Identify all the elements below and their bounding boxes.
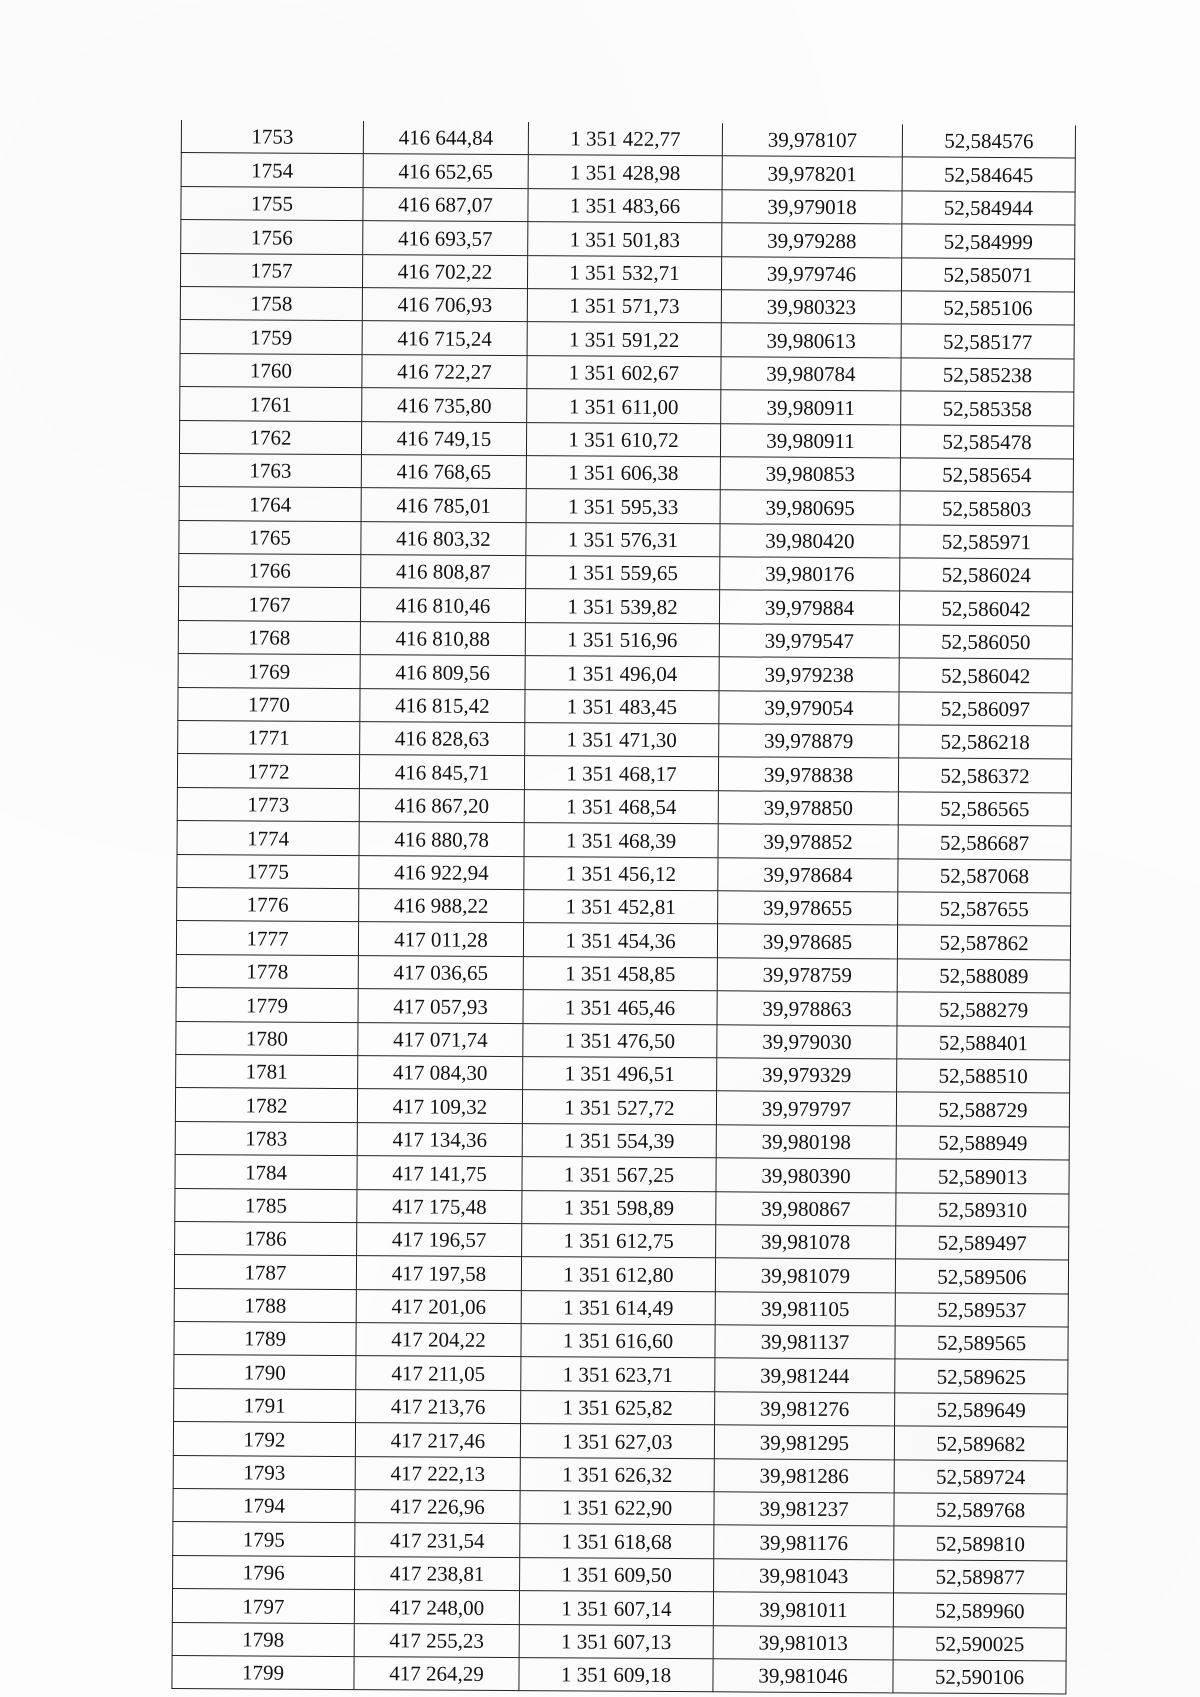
longitude-cell: 52,588949 [896, 1126, 1069, 1160]
latitude-cell: 39,980784 [721, 357, 901, 391]
y-coordinate-cell: 1 351 591,22 [527, 322, 721, 357]
y-coordinate-cell: 1 351 468,39 [524, 823, 718, 858]
point-number-cell: 1776 [177, 887, 359, 922]
table-row [176, 921, 1070, 960]
latitude-cell: 39,981295 [714, 1425, 894, 1459]
x-coordinate-cell: 417 036,65 [358, 955, 523, 989]
latitude-cell: 39,979238 [719, 657, 899, 691]
latitude-cell: 39,978850 [718, 791, 898, 825]
table-row [177, 821, 1071, 860]
longitude-cell: 52,586372 [898, 758, 1071, 792]
latitude-cell: 39,981105 [715, 1291, 895, 1325]
table-row [177, 787, 1071, 826]
x-coordinate-cell: 416 715,24 [362, 321, 527, 355]
point-number-cell: 1756 [181, 220, 363, 255]
longitude-cell: 52,586097 [899, 692, 1072, 726]
longitude-cell: 52,588279 [897, 992, 1070, 1026]
table-row [181, 186, 1075, 225]
latitude-cell: 39,981244 [715, 1358, 895, 1392]
y-coordinate-cell: 1 351 468,54 [524, 789, 718, 824]
longitude-cell: 52,589649 [895, 1393, 1068, 1427]
table-row [175, 1221, 1069, 1260]
point-number-cell: 1790 [174, 1355, 356, 1390]
y-coordinate-cell: 1 351 610,72 [526, 422, 720, 457]
point-number-cell: 1777 [176, 921, 358, 956]
y-coordinate-cell: 1 351 611,00 [527, 389, 721, 424]
x-coordinate-cell: 417 201,06 [356, 1289, 521, 1323]
y-coordinate-cell: 1 351 602,67 [527, 355, 721, 390]
point-number-cell: 1760 [180, 353, 362, 388]
x-coordinate-cell: 417 071,74 [358, 1022, 523, 1056]
y-coordinate-cell: 1 351 612,80 [521, 1257, 715, 1292]
y-coordinate-cell: 1 351 609,50 [520, 1557, 714, 1592]
table-row [181, 153, 1075, 192]
y-coordinate-cell: 1 351 483,66 [528, 188, 722, 223]
point-number-cell: 1763 [179, 453, 361, 488]
table-row [178, 721, 1072, 760]
x-coordinate-cell: 417 213,76 [356, 1389, 521, 1423]
point-number-cell: 1784 [175, 1155, 357, 1190]
x-coordinate-cell: 417 175,48 [357, 1189, 522, 1223]
latitude-cell: 39,980867 [716, 1191, 896, 1225]
point-number-cell: 1797 [172, 1589, 354, 1624]
longitude-cell: 52,587862 [897, 925, 1070, 959]
latitude-cell: 39,981079 [715, 1258, 895, 1292]
longitude-cell: 52,589768 [894, 1493, 1067, 1527]
latitude-cell: 39,981276 [715, 1392, 895, 1426]
longitude-cell: 52,585238 [901, 358, 1074, 392]
latitude-cell: 39,979054 [719, 690, 899, 724]
longitude-cell: 52,589506 [895, 1259, 1068, 1293]
x-coordinate-cell: 416 687,07 [363, 187, 528, 221]
point-number-cell: 1768 [178, 620, 360, 655]
longitude-cell: 52,588510 [897, 1059, 1070, 1093]
table-row [180, 253, 1074, 292]
table-row [179, 487, 1073, 526]
longitude-cell: 52,588089 [897, 959, 1070, 993]
y-coordinate-cell: 1 351 571,73 [527, 289, 721, 324]
y-coordinate-cell: 1 351 622,90 [520, 1491, 714, 1526]
point-number-cell: 1795 [173, 1522, 355, 1557]
x-coordinate-cell: 417 141,75 [357, 1156, 522, 1190]
longitude-cell: 52,586042 [899, 591, 1072, 625]
table-row [179, 554, 1073, 593]
y-coordinate-cell: 1 351 554,39 [522, 1123, 716, 1158]
point-number-cell: 1765 [179, 520, 361, 555]
x-coordinate-cell: 417 264,29 [354, 1657, 519, 1691]
latitude-cell: 39,981043 [714, 1559, 894, 1593]
latitude-cell: 39,981078 [716, 1225, 896, 1259]
longitude-cell: 52,590025 [893, 1626, 1066, 1660]
table-row [176, 988, 1070, 1027]
latitude-cell: 39,979797 [716, 1091, 896, 1125]
table-row [177, 754, 1071, 793]
latitude-cell: 39,978655 [718, 891, 898, 925]
x-coordinate-cell: 417 211,05 [356, 1356, 521, 1390]
latitude-cell: 39,980198 [716, 1125, 896, 1159]
table-row [180, 286, 1074, 325]
latitude-cell: 39,979746 [721, 256, 901, 290]
longitude-cell: 52,585971 [900, 525, 1073, 559]
longitude-cell: 52,585177 [901, 324, 1074, 358]
x-coordinate-cell: 416 828,63 [360, 722, 525, 756]
y-coordinate-cell: 1 351 618,68 [520, 1524, 714, 1559]
latitude-cell: 39,981176 [714, 1525, 894, 1559]
table-row [178, 587, 1072, 626]
latitude-cell: 39,980911 [720, 423, 900, 457]
x-coordinate-cell: 416 922,94 [359, 855, 524, 889]
table-row [175, 1121, 1069, 1160]
x-coordinate-cell: 417 057,93 [358, 989, 523, 1023]
x-coordinate-cell: 416 867,20 [359, 788, 524, 822]
point-number-cell: 1780 [176, 1021, 358, 1056]
x-coordinate-cell: 417 248,00 [354, 1590, 519, 1624]
latitude-cell: 39,979329 [717, 1058, 897, 1092]
longitude-cell: 52,589625 [895, 1359, 1068, 1393]
latitude-cell: 39,980420 [720, 523, 900, 557]
x-coordinate-cell: 417 226,96 [355, 1490, 520, 1524]
y-coordinate-cell: 1 351 609,18 [519, 1658, 713, 1693]
longitude-cell: 52,587655 [898, 892, 1071, 926]
latitude-cell: 39,980911 [721, 390, 901, 424]
point-number-cell: 1779 [176, 988, 358, 1023]
table-row [178, 654, 1072, 693]
latitude-cell: 39,981286 [714, 1458, 894, 1492]
latitude-cell: 39,978759 [717, 958, 897, 992]
y-coordinate-cell: 1 351 527,72 [522, 1090, 716, 1125]
latitude-cell: 39,979884 [719, 590, 899, 624]
table-row [179, 520, 1073, 559]
x-coordinate-cell: 416 702,22 [362, 254, 527, 288]
point-number-cell: 1769 [178, 654, 360, 689]
y-coordinate-cell: 1 351 496,04 [525, 656, 719, 691]
y-coordinate-cell: 1 351 539,82 [525, 589, 719, 624]
y-coordinate-cell: 1 351 607,14 [519, 1591, 713, 1626]
latitude-cell: 39,978107 [722, 123, 902, 157]
latitude-cell: 39,978201 [722, 156, 902, 190]
point-number-cell: 1788 [174, 1288, 356, 1323]
y-coordinate-cell: 1 351 483,45 [525, 689, 719, 724]
y-coordinate-cell: 1 351 476,50 [523, 1023, 717, 1058]
point-number-cell: 1767 [178, 587, 360, 622]
y-coordinate-cell: 1 351 454,36 [523, 923, 717, 958]
point-number-cell: 1782 [175, 1088, 357, 1123]
latitude-cell: 39,978684 [718, 857, 898, 891]
y-coordinate-cell: 1 351 614,49 [521, 1290, 715, 1325]
table-row [175, 1188, 1069, 1227]
point-number-cell: 1764 [179, 487, 361, 522]
point-number-cell: 1781 [176, 1054, 358, 1089]
longitude-cell: 52,584944 [902, 191, 1075, 225]
latitude-cell: 39,981013 [713, 1625, 893, 1659]
y-coordinate-cell: 1 351 626,32 [520, 1457, 714, 1492]
point-number-cell: 1755 [181, 186, 363, 221]
x-coordinate-cell: 416 845,71 [359, 755, 524, 789]
longitude-cell: 52,585478 [900, 424, 1073, 458]
x-coordinate-cell: 416 810,46 [360, 588, 525, 622]
latitude-cell: 39,979018 [722, 190, 902, 224]
table-row [175, 1088, 1069, 1127]
point-number-cell: 1757 [180, 253, 362, 288]
table-row [175, 1155, 1069, 1194]
x-coordinate-cell: 416 880,78 [359, 822, 524, 856]
longitude-cell: 52,589724 [894, 1460, 1067, 1494]
longitude-cell: 52,585071 [901, 257, 1074, 291]
latitude-cell: 39,978838 [718, 757, 898, 791]
x-coordinate-cell: 417 255,23 [354, 1623, 519, 1657]
y-coordinate-cell: 1 351 428,98 [528, 155, 722, 190]
point-number-cell: 1761 [180, 387, 362, 422]
table-row [174, 1355, 1068, 1394]
y-coordinate-cell: 1 351 616,60 [521, 1324, 715, 1359]
table-row [173, 1455, 1067, 1494]
y-coordinate-cell: 1 351 606,38 [526, 456, 720, 491]
y-coordinate-cell: 1 351 598,89 [522, 1190, 716, 1225]
longitude-cell: 52,586042 [899, 658, 1072, 692]
x-coordinate-cell: 417 222,13 [355, 1456, 520, 1490]
point-number-cell: 1753 [181, 120, 363, 154]
y-coordinate-cell: 1 351 468,17 [524, 756, 718, 791]
x-coordinate-cell: 416 785,01 [361, 488, 526, 522]
table-row [179, 420, 1073, 459]
longitude-cell: 52,589682 [894, 1426, 1067, 1460]
y-coordinate-cell: 1 351 501,83 [528, 222, 722, 257]
latitude-cell: 39,980323 [721, 290, 901, 324]
latitude-cell: 39,981046 [713, 1659, 893, 1693]
point-number-cell: 1754 [181, 153, 363, 188]
table-row [174, 1388, 1068, 1427]
table-row [176, 1021, 1070, 1060]
y-coordinate-cell: 1 351 576,31 [526, 522, 720, 557]
latitude-cell: 39,979030 [717, 1024, 897, 1058]
point-number-cell: 1771 [178, 721, 360, 756]
longitude-cell: 52,588401 [897, 1025, 1070, 1059]
y-coordinate-cell: 1 351 567,25 [522, 1157, 716, 1192]
point-number-cell: 1799 [172, 1655, 354, 1690]
x-coordinate-cell: 416 815,42 [360, 688, 525, 722]
longitude-cell: 52,586024 [900, 558, 1073, 592]
latitude-cell: 39,978685 [717, 924, 897, 958]
latitude-cell: 39,980176 [720, 557, 900, 591]
table-row [176, 1054, 1070, 1093]
y-coordinate-cell: 1 351 627,03 [520, 1424, 714, 1459]
x-coordinate-cell: 416 809,56 [360, 655, 525, 689]
table-row [172, 1589, 1066, 1628]
point-number-cell: 1786 [175, 1221, 357, 1256]
longitude-cell: 52,589810 [894, 1526, 1067, 1560]
point-number-cell: 1791 [174, 1388, 356, 1423]
y-coordinate-cell: 1 351 471,30 [525, 723, 719, 758]
latitude-cell: 39,978863 [717, 991, 897, 1025]
x-coordinate-cell: 416 706,93 [362, 288, 527, 322]
table-row [181, 120, 1075, 158]
table-row [174, 1288, 1068, 1327]
latitude-cell: 39,980613 [721, 323, 901, 357]
point-number-cell: 1783 [175, 1121, 357, 1156]
longitude-cell: 52,588729 [896, 1092, 1069, 1126]
x-coordinate-cell: 417 109,32 [357, 1089, 522, 1123]
latitude-cell: 39,981137 [715, 1325, 895, 1359]
longitude-cell: 52,586050 [899, 625, 1072, 659]
x-coordinate-cell: 416 749,15 [361, 421, 526, 455]
x-coordinate-cell: 417 238,81 [355, 1556, 520, 1590]
y-coordinate-cell: 1 351 516,96 [525, 622, 719, 657]
x-coordinate-cell: 416 693,57 [363, 221, 528, 255]
table-row [173, 1488, 1067, 1527]
point-number-cell: 1785 [175, 1188, 357, 1223]
x-coordinate-cell: 417 217,46 [355, 1423, 520, 1457]
latitude-cell: 39,978852 [718, 824, 898, 858]
table-row [179, 453, 1073, 492]
y-coordinate-cell: 1 351 623,71 [521, 1357, 715, 1392]
x-coordinate-cell: 417 134,36 [357, 1122, 522, 1156]
latitude-cell: 39,980390 [716, 1158, 896, 1192]
point-number-cell: 1774 [177, 821, 359, 856]
x-coordinate-cell: 416 988,22 [359, 889, 524, 923]
longitude-cell: 52,586218 [899, 725, 1072, 759]
x-coordinate-cell: 416 652,65 [363, 154, 528, 188]
table-row [178, 687, 1072, 726]
latitude-cell: 39,980853 [720, 457, 900, 491]
latitude-cell: 39,979288 [722, 223, 902, 257]
longitude-cell: 52,586687 [898, 825, 1071, 859]
table-row [172, 1622, 1066, 1661]
latitude-cell: 39,981011 [713, 1592, 893, 1626]
point-number-cell: 1766 [179, 554, 361, 589]
point-number-cell: 1793 [173, 1455, 355, 1490]
longitude-cell: 52,585358 [901, 391, 1074, 425]
table-row [181, 220, 1075, 259]
longitude-cell: 52,584576 [902, 124, 1075, 158]
point-number-cell: 1775 [177, 854, 359, 889]
y-coordinate-cell: 1 351 465,46 [523, 990, 717, 1025]
x-coordinate-cell: 417 011,28 [358, 922, 523, 956]
y-coordinate-cell: 1 351 456,12 [524, 856, 718, 891]
longitude-cell: 52,590106 [893, 1660, 1066, 1694]
longitude-cell: 52,589877 [894, 1560, 1067, 1594]
table-row [176, 954, 1070, 993]
table-row [173, 1555, 1067, 1594]
coordinates-table-body [172, 120, 1076, 1694]
longitude-cell: 52,584999 [902, 224, 1075, 258]
point-number-cell: 1798 [172, 1622, 354, 1657]
table-row [173, 1422, 1067, 1461]
point-number-cell: 1758 [180, 286, 362, 321]
x-coordinate-cell: 417 197,58 [356, 1256, 521, 1290]
x-coordinate-cell: 416 768,65 [361, 455, 526, 489]
latitude-cell: 39,981237 [714, 1492, 894, 1526]
table-row [174, 1322, 1068, 1361]
longitude-cell: 52,589537 [895, 1293, 1068, 1327]
y-coordinate-cell: 1 351 422,77 [528, 122, 722, 156]
x-coordinate-cell: 416 810,88 [360, 621, 525, 655]
longitude-cell: 52,589960 [893, 1593, 1066, 1627]
point-number-cell: 1772 [177, 754, 359, 789]
longitude-cell: 52,584645 [902, 157, 1075, 191]
coordinates-table [171, 120, 1076, 1695]
table-row [174, 1255, 1068, 1294]
longitude-cell: 52,589565 [895, 1326, 1068, 1360]
table-row [180, 353, 1074, 392]
x-coordinate-cell: 417 084,30 [358, 1056, 523, 1090]
table-row [177, 887, 1071, 926]
table-row [180, 320, 1074, 359]
point-number-cell: 1796 [173, 1555, 355, 1590]
longitude-cell: 52,585106 [901, 291, 1074, 325]
point-number-cell: 1770 [178, 687, 360, 722]
table-row [180, 387, 1074, 426]
y-coordinate-cell: 1 351 532,71 [527, 255, 721, 290]
table-row [172, 1655, 1066, 1694]
point-number-cell: 1787 [174, 1255, 356, 1290]
latitude-cell: 39,979547 [719, 624, 899, 658]
x-coordinate-cell: 416 803,32 [361, 521, 526, 555]
point-number-cell: 1759 [180, 320, 362, 355]
y-coordinate-cell: 1 351 625,82 [521, 1390, 715, 1425]
table-row [177, 854, 1071, 893]
x-coordinate-cell: 416 722,27 [362, 354, 527, 388]
y-coordinate-cell: 1 351 559,65 [526, 556, 720, 591]
y-coordinate-cell: 1 351 496,51 [523, 1057, 717, 1092]
table-row [173, 1522, 1067, 1561]
y-coordinate-cell: 1 351 452,81 [524, 890, 718, 925]
point-number-cell: 1792 [173, 1422, 355, 1457]
longitude-cell: 52,586565 [898, 792, 1071, 826]
longitude-cell: 52,585654 [900, 458, 1073, 492]
y-coordinate-cell: 1 351 595,33 [526, 489, 720, 524]
y-coordinate-cell: 1 351 612,75 [522, 1223, 716, 1258]
y-coordinate-cell: 1 351 607,13 [519, 1624, 713, 1659]
longitude-cell: 52,589497 [896, 1226, 1069, 1260]
x-coordinate-cell: 416 808,87 [361, 555, 526, 589]
table-row [178, 620, 1072, 659]
x-coordinate-cell: 416 644,84 [363, 121, 528, 155]
longitude-cell: 52,587068 [898, 858, 1071, 892]
x-coordinate-cell: 417 204,22 [356, 1323, 521, 1357]
point-number-cell: 1789 [174, 1322, 356, 1357]
longitude-cell: 52,589310 [896, 1192, 1069, 1226]
x-coordinate-cell: 416 735,80 [362, 388, 527, 422]
longitude-cell: 52,585803 [900, 491, 1073, 525]
latitude-cell: 39,978879 [719, 724, 899, 758]
x-coordinate-cell: 417 196,57 [357, 1222, 522, 1256]
y-coordinate-cell: 1 351 458,85 [523, 956, 717, 991]
x-coordinate-cell: 417 231,54 [355, 1523, 520, 1557]
longitude-cell: 52,589013 [896, 1159, 1069, 1193]
point-number-cell: 1773 [177, 787, 359, 822]
point-number-cell: 1778 [176, 954, 358, 989]
point-number-cell: 1762 [179, 420, 361, 455]
latitude-cell: 39,980695 [720, 490, 900, 524]
point-number-cell: 1794 [173, 1488, 355, 1523]
